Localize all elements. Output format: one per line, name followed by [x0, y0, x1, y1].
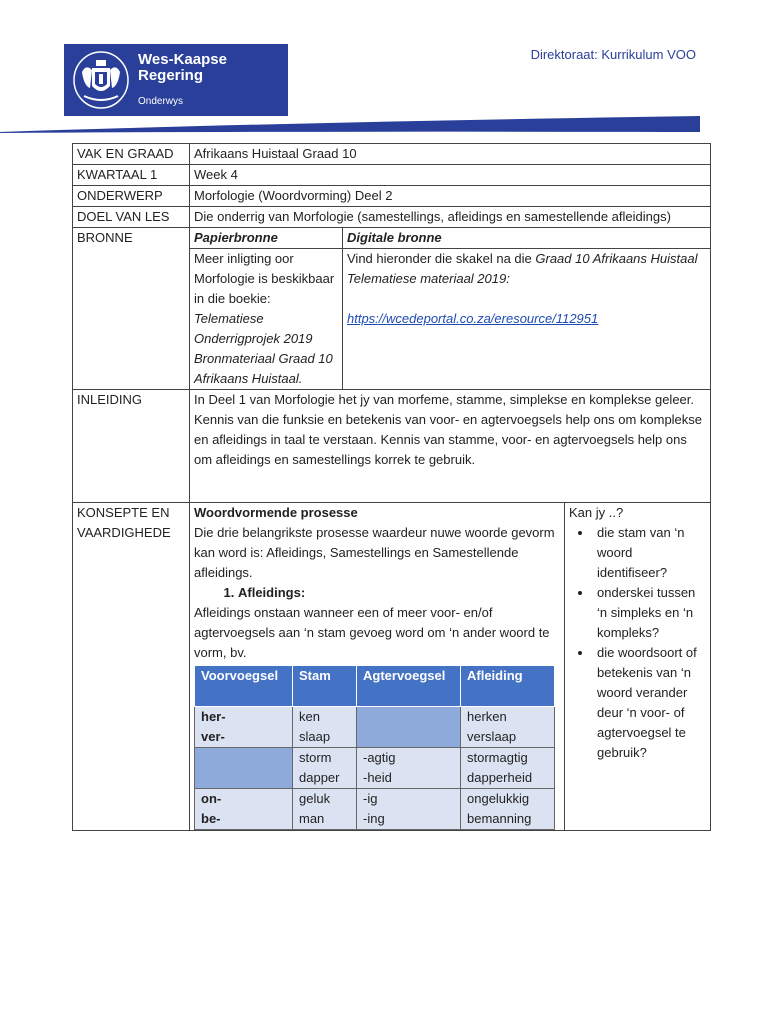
list-item: • die stam van ‘n woord identifiseer? — [593, 523, 706, 583]
row-konsepte — [73, 503, 711, 831]
agter-1: -agtig — [363, 750, 396, 765]
stam-2: slaap — [299, 729, 331, 744]
afl-2: bemanning — [467, 811, 532, 826]
afl-1: herken — [467, 709, 507, 724]
cell-afl — [461, 789, 555, 830]
table-row — [195, 748, 555, 789]
logo-block — [64, 44, 288, 116]
afl-1: stormagtig — [467, 750, 528, 765]
stam-1: ken — [299, 709, 320, 724]
paper-text: Meer inligting oor Morfologie is beskikbaar in die boekie: — [194, 251, 335, 306]
label-kwartaal: KWARTAAL 1 — [73, 165, 190, 186]
cell-voor — [195, 707, 293, 748]
value-kwartaal: Week 4 — [190, 165, 711, 186]
logo-line-1: Wes-Kaapse — [138, 51, 227, 68]
cell-stam — [293, 789, 357, 830]
label-inleiding: INLEIDING — [73, 390, 190, 503]
stam-2: dapper — [299, 770, 340, 785]
cell-stam — [293, 707, 357, 748]
row-inleiding — [73, 390, 711, 503]
label-vak: VAK EN GRAAD — [73, 144, 190, 165]
digital-sources-text — [343, 249, 711, 390]
afleidings-table-header — [195, 666, 555, 707]
afleidings-table — [194, 665, 555, 830]
voor-1: on- — [201, 791, 222, 806]
label-doel: DOEL VAN LES — [73, 207, 190, 228]
stam-1: geluk — [299, 791, 331, 806]
table-row — [195, 789, 555, 830]
value-doel: Die onderrig van Morfologie (samestellings, afleidings en samestellende afleidings) — [190, 207, 711, 228]
voor-2: ver- — [201, 729, 225, 744]
col-stam: Stam — [293, 666, 357, 707]
table-row — [195, 707, 555, 748]
kan-jy-column — [565, 503, 711, 831]
header-swoosh — [0, 112, 700, 136]
label-konsepte: KONSEPTE EN VAARDIGHEDE — [73, 503, 190, 831]
cell-agter — [357, 707, 461, 748]
kan-jy-heading: Kan jy ..? — [569, 505, 624, 520]
agter-2: -ing — [363, 811, 385, 826]
digital-text: Vind hieronder die skakel na die — [347, 251, 536, 266]
list-item: • die woordsoort of betekenis van ‘n woord verander deur ‘n voor- of agtervoegsel te gebruik? — [593, 643, 706, 763]
afl-2: dapperheid — [467, 770, 533, 785]
cell-afl — [461, 707, 555, 748]
logo-line-2: Regering — [138, 67, 204, 84]
process-list — [194, 583, 560, 603]
agter-1: -ig — [363, 791, 378, 806]
voor-1: her- — [201, 709, 226, 724]
digital-sources-header: Digitale bronne — [343, 228, 711, 249]
cell-stam — [293, 748, 357, 789]
cell-afl — [461, 748, 555, 789]
cell-agter — [357, 789, 461, 830]
stam-2: man — [299, 811, 325, 826]
directorate-label: Direktoraat: Kurrikulum VOO — [530, 47, 696, 62]
paper-sources-text — [190, 249, 343, 390]
agter-2: -heid — [363, 770, 392, 785]
row-vak — [73, 144, 711, 165]
konsepte-heading: Woordvormende prosesse — [194, 505, 358, 520]
value-onderwerp: Morfologie (Woordvorming) Deel 2 — [190, 186, 711, 207]
list-item: • onderskei tussen ‘n simpleks en ‘n kompleks? — [593, 583, 706, 643]
afl-1: ongelukkig — [467, 791, 530, 806]
digital-italic: Graad 10 Afrikaans Huistaal Telematiese materiaal 2019: — [347, 251, 698, 286]
resource-link[interactable]: https://wcedeportal.co.za/eresource/112951 — [347, 311, 599, 326]
cell-voor — [195, 789, 293, 830]
paper-italic: Telematiese Onderrigprojek 2019 Bronmateriaal Graad 10 Afrikaans Huistaal. — [194, 311, 333, 386]
col-agtervoegsel: Agtervoegsel — [357, 666, 461, 707]
col-afleiding: Afleiding — [461, 666, 555, 707]
voor-2: be- — [201, 811, 221, 826]
value-vak: Afrikaans Huistaal Graad 10 — [190, 144, 711, 165]
row-bronne-header — [73, 228, 711, 249]
cell-voor — [195, 748, 293, 789]
row-onderwerp — [73, 186, 711, 207]
stam-1: storm — [299, 750, 332, 765]
lesson-table — [72, 143, 711, 831]
konsepte-content — [190, 503, 565, 831]
logo-subtitle: Onderwys — [138, 96, 184, 107]
label-bronne: BRONNE — [73, 228, 190, 390]
afl-2: verslaap — [467, 729, 517, 744]
paper-sources-header: Papierbronne — [190, 228, 343, 249]
cell-agter — [357, 748, 461, 789]
label-onderwerp: ONDERWERP — [73, 186, 190, 207]
process-item-afleidings: 1. Afleidings: — [238, 583, 560, 603]
row-doel — [73, 207, 711, 228]
inleiding-text: In Deel 1 van Morfologie het jy van morfeme, stamme, simplekse en komplekse geleer. Kennis van die funksie en betekenis van voor- en agtervoegsels help ons om komplekse en afleidings in taal te verstaan. Kennis van stamme, voor- en agtervoegsels help ons om afleidings en samestellings korrek te gebruik. — [194, 392, 703, 467]
kan-jy-list — [569, 523, 706, 763]
konsepte-intro: Die drie belangrikste prosesse waardeur nuwe woorde gevorm kan word is: Afleidings, Samestellings en Samestellende afleidings. — [194, 525, 555, 580]
coat-of-arms-icon — [72, 50, 130, 110]
col-voorvoegsel: Voorvoegsel — [195, 666, 293, 707]
afleidings-text: Afleidings onstaan wanneer een of meer voor- en/of agtervoegsels aan ‘n stam gevoeg word om ‘n ander woord te vorm, bv. — [194, 605, 550, 660]
logo-title — [138, 52, 227, 84]
row-kwartaal — [73, 165, 711, 186]
value-inleiding — [190, 390, 711, 503]
